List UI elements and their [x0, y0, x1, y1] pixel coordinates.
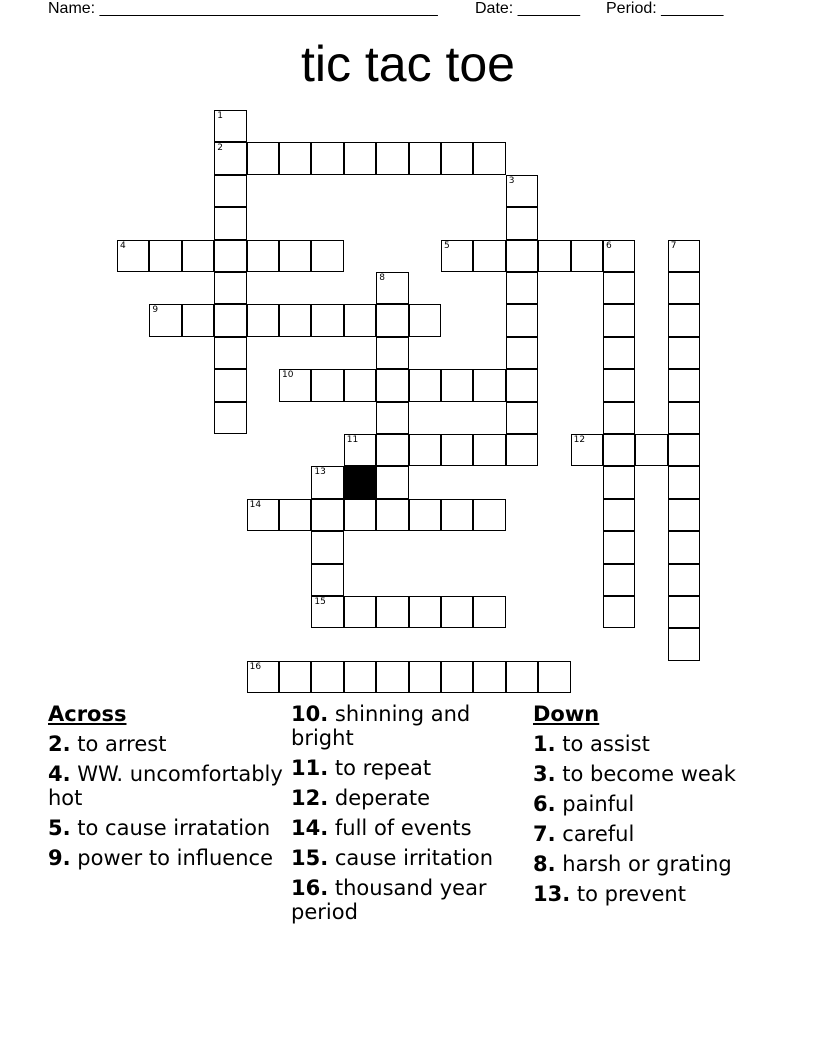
- crossword-cell[interactable]: [149, 304, 181, 336]
- clue-number: 15.: [291, 846, 329, 870]
- clue-number: 3.: [533, 762, 556, 786]
- blocked-cell: [344, 466, 376, 498]
- clue-text: careful: [562, 822, 635, 846]
- crossword-cell[interactable]: [668, 628, 700, 660]
- crossword-cell[interactable]: [506, 304, 538, 336]
- clue-across-4: [48, 762, 283, 810]
- crossword-cell[interactable]: [279, 499, 311, 531]
- crossword-cell[interactable]: [311, 499, 343, 531]
- crossword-cell[interactable]: [603, 531, 635, 563]
- crossword-cell[interactable]: [376, 596, 408, 628]
- crossword-cell[interactable]: [279, 240, 311, 272]
- crossword-cell[interactable]: [538, 240, 570, 272]
- crossword-cell[interactable]: [214, 110, 246, 142]
- crossword-cell[interactable]: [214, 175, 246, 207]
- crossword-cell[interactable]: [409, 304, 441, 336]
- crossword-cell[interactable]: [473, 499, 505, 531]
- crossword-cell[interactable]: [214, 304, 246, 336]
- crossword-cell[interactable]: [571, 240, 603, 272]
- crossword-cell[interactable]: [344, 596, 376, 628]
- clue-number: 13.: [533, 882, 571, 906]
- cell-number: 16: [249, 661, 262, 672]
- crossword-cell[interactable]: [506, 402, 538, 434]
- crossword-cell[interactable]: [214, 402, 246, 434]
- crossword-cell[interactable]: [473, 369, 505, 401]
- crossword-cell[interactable]: [668, 596, 700, 628]
- crossword-cell[interactable]: [668, 272, 700, 304]
- clue-down-1: [533, 732, 768, 756]
- crossword-cell[interactable]: [214, 207, 246, 239]
- crossword-cell[interactable]: [603, 564, 635, 596]
- crossword-cell[interactable]: [376, 272, 408, 304]
- crossword-cell[interactable]: [668, 434, 700, 466]
- crossword-cell[interactable]: [635, 434, 667, 466]
- crossword-cell[interactable]: [344, 142, 376, 174]
- crossword-cell[interactable]: [668, 337, 700, 369]
- clue-number: 8.: [533, 852, 556, 876]
- crossword-cell[interactable]: [409, 434, 441, 466]
- crossword-cell[interactable]: [311, 531, 343, 563]
- clue-text: to assist: [562, 732, 650, 756]
- crossword-cell[interactable]: [668, 531, 700, 563]
- across-heading: Across: [48, 702, 127, 726]
- crossword-cell[interactable]: [538, 661, 570, 693]
- cell-number: 12: [573, 435, 586, 445]
- crossword-cell[interactable]: [117, 240, 149, 272]
- crossword-cell[interactable]: [149, 240, 181, 272]
- crossword-cell[interactable]: [344, 304, 376, 336]
- crossword-cell[interactable]: [214, 369, 246, 401]
- crossword-cell[interactable]: [376, 466, 408, 498]
- crossword-cell[interactable]: [376, 499, 408, 531]
- clue-number: 1.: [533, 732, 556, 756]
- crossword-cell[interactable]: [668, 369, 700, 401]
- crossword-cell[interactable]: [279, 142, 311, 174]
- crossword-cell[interactable]: [409, 369, 441, 401]
- crossword-cell[interactable]: [376, 369, 408, 401]
- clue-number: 14.: [291, 816, 329, 840]
- crossword-cell[interactable]: [473, 142, 505, 174]
- clue-number: 6.: [533, 792, 556, 816]
- cell-number: 6: [606, 240, 612, 251]
- crossword-cell[interactable]: [441, 661, 473, 693]
- name-field-label[interactable]: Name: ______________________________________: [48, 0, 438, 17]
- crossword-cell[interactable]: [182, 240, 214, 272]
- clue-text: to repeat: [334, 756, 432, 780]
- clue-down-3: [533, 762, 768, 786]
- clue-down-8: [533, 852, 768, 876]
- across-clues-column-continued: [291, 702, 521, 930]
- crossword-cell[interactable]: [247, 240, 279, 272]
- crossword-cell[interactable]: [668, 466, 700, 498]
- crossword-cell[interactable]: [441, 240, 473, 272]
- cell-number: 4: [120, 240, 126, 251]
- cell-number: 8: [379, 273, 385, 283]
- clue-text: to prevent: [576, 882, 686, 906]
- crossword-cell[interactable]: [506, 434, 538, 466]
- crossword-cell[interactable]: [311, 369, 343, 401]
- cell-number: 11: [346, 435, 359, 445]
- down-clues-column: [533, 702, 768, 912]
- crossword-cell[interactable]: [279, 369, 311, 401]
- clue-number: 10.: [291, 702, 329, 726]
- crossword-cell[interactable]: [311, 142, 343, 174]
- crossword-cell[interactable]: [214, 240, 246, 272]
- clue-across-16: [291, 876, 521, 924]
- puzzle-title: tic tac toe: [301, 36, 515, 92]
- cell-number: 1: [217, 111, 223, 121]
- crossword-cell[interactable]: [409, 499, 441, 531]
- crossword-cell[interactable]: [603, 240, 635, 272]
- clue-number: 16.: [291, 876, 329, 900]
- crossword-cell[interactable]: [247, 142, 279, 174]
- clue-text: painful: [562, 792, 635, 816]
- period-field-label[interactable]: Period: _______: [606, 0, 724, 17]
- clue-down-7: [533, 822, 768, 846]
- crossword-cell[interactable]: [247, 499, 279, 531]
- crossword-cell[interactable]: [506, 207, 538, 239]
- clue-across-14: [291, 816, 521, 840]
- cell-number: 2: [217, 143, 223, 154]
- crossword-cell[interactable]: [441, 142, 473, 174]
- clue-number: 7.: [533, 822, 556, 846]
- crossword-cell[interactable]: [603, 466, 635, 498]
- crossword-cell[interactable]: [311, 661, 343, 693]
- crossword-cell[interactable]: [668, 499, 700, 531]
- crossword-cell[interactable]: [311, 304, 343, 336]
- clue-down-13: [533, 882, 768, 906]
- crossword-cell[interactable]: [603, 596, 635, 628]
- clue-across-15: [291, 846, 521, 870]
- clue-across-11: [291, 756, 521, 780]
- crossword-cell[interactable]: [473, 434, 505, 466]
- cell-number: 15: [314, 597, 326, 607]
- crossword-cell[interactable]: [214, 337, 246, 369]
- crossword-cell[interactable]: [247, 304, 279, 336]
- clue-across-12: [291, 786, 521, 810]
- clue-text: thousand year period: [291, 876, 487, 924]
- crossword-cell[interactable]: [409, 142, 441, 174]
- clue-across-9: [48, 846, 283, 870]
- crossword-cell[interactable]: [603, 272, 635, 304]
- crossword-cell[interactable]: [279, 661, 311, 693]
- clue-text: WW. uncomfortably hot: [48, 762, 283, 810]
- crossword-cell[interactable]: [311, 564, 343, 596]
- crossword-cell[interactable]: [376, 402, 408, 434]
- crossword-cell[interactable]: [473, 661, 505, 693]
- clue-text: shinning and bright: [291, 702, 471, 750]
- crossword-cell[interactable]: [506, 661, 538, 693]
- cell-number: 3: [508, 175, 515, 186]
- across-clues-column: [48, 702, 283, 876]
- crossword-cell[interactable]: [603, 402, 635, 434]
- crossword-cell[interactable]: [182, 304, 214, 336]
- date-field-label[interactable]: Date: _______: [475, 0, 580, 17]
- crossword-cell[interactable]: [247, 661, 279, 693]
- crossword-cell[interactable]: [214, 142, 246, 174]
- crossword-cell[interactable]: [603, 434, 635, 466]
- crossword-cell[interactable]: [376, 337, 408, 369]
- crossword-cell[interactable]: [409, 596, 441, 628]
- clue-text: to cause irratation: [77, 816, 271, 840]
- clue-number: 4.: [48, 762, 71, 786]
- down-heading: Down: [533, 702, 600, 726]
- crossword-cell[interactable]: [344, 434, 376, 466]
- crossword-cell[interactable]: [571, 434, 603, 466]
- clue-number: 2.: [48, 732, 71, 756]
- crossword-cell[interactable]: [441, 499, 473, 531]
- crossword-cell[interactable]: [473, 596, 505, 628]
- clue-number: 5.: [48, 816, 71, 840]
- crossword-cell[interactable]: [214, 272, 246, 304]
- clue-number: 12.: [291, 786, 329, 810]
- crossword-cell[interactable]: [376, 661, 408, 693]
- crossword-cell[interactable]: [311, 466, 343, 498]
- clue-text: to arrest: [77, 732, 167, 756]
- crossword-cell[interactable]: [344, 661, 376, 693]
- crossword-cell[interactable]: [409, 661, 441, 693]
- clue-across-5: [48, 816, 283, 840]
- crossword-cell[interactable]: [506, 272, 538, 304]
- clue-text: power to influence: [77, 846, 273, 870]
- crossword-cell[interactable]: [376, 304, 408, 336]
- crossword-cell[interactable]: [668, 240, 700, 272]
- crossword-cell[interactable]: [603, 337, 635, 369]
- crossword-cell[interactable]: [473, 240, 505, 272]
- crossword-cell[interactable]: [506, 337, 538, 369]
- clue-text: to become weak: [562, 762, 736, 786]
- clue-text: full of events: [334, 816, 472, 840]
- cell-number: 10: [282, 370, 294, 381]
- crossword-cell[interactable]: [668, 564, 700, 596]
- cell-number: 9: [152, 305, 159, 316]
- crossword-cell[interactable]: [279, 304, 311, 336]
- crossword-cell[interactable]: [603, 499, 635, 531]
- clue-across-10: [291, 702, 521, 750]
- crossword-cell[interactable]: [376, 142, 408, 174]
- cell-number: 7: [670, 240, 677, 251]
- crossword-cell[interactable]: [603, 304, 635, 336]
- crossword-cell[interactable]: [376, 434, 408, 466]
- crossword-cell[interactable]: [603, 369, 635, 401]
- clue-text: deperate: [334, 786, 431, 810]
- clue-text: harsh or grating: [562, 852, 732, 876]
- cell-number: 5: [444, 240, 450, 251]
- cell-number: 13: [314, 467, 326, 478]
- clue-text: cause irritation: [334, 846, 494, 870]
- cell-number: 14: [249, 499, 262, 510]
- crossword-cell[interactable]: [441, 434, 473, 466]
- clue-number: 11.: [291, 756, 329, 780]
- crossword-cell[interactable]: [668, 402, 700, 434]
- crossword-cell[interactable]: [311, 240, 343, 272]
- crossword-cell[interactable]: [506, 175, 538, 207]
- crossword-cell[interactable]: [344, 499, 376, 531]
- crossword-cell[interactable]: [311, 596, 343, 628]
- clue-number: 9.: [48, 846, 71, 870]
- clue-down-6: [533, 792, 768, 816]
- crossword-cell[interactable]: [441, 369, 473, 401]
- clue-across-2: [48, 732, 283, 756]
- crossword-cell[interactable]: [506, 369, 538, 401]
- crossword-cell[interactable]: [506, 240, 538, 272]
- crossword-cell[interactable]: [668, 304, 700, 336]
- crossword-cell[interactable]: [344, 369, 376, 401]
- crossword-cell[interactable]: [441, 596, 473, 628]
